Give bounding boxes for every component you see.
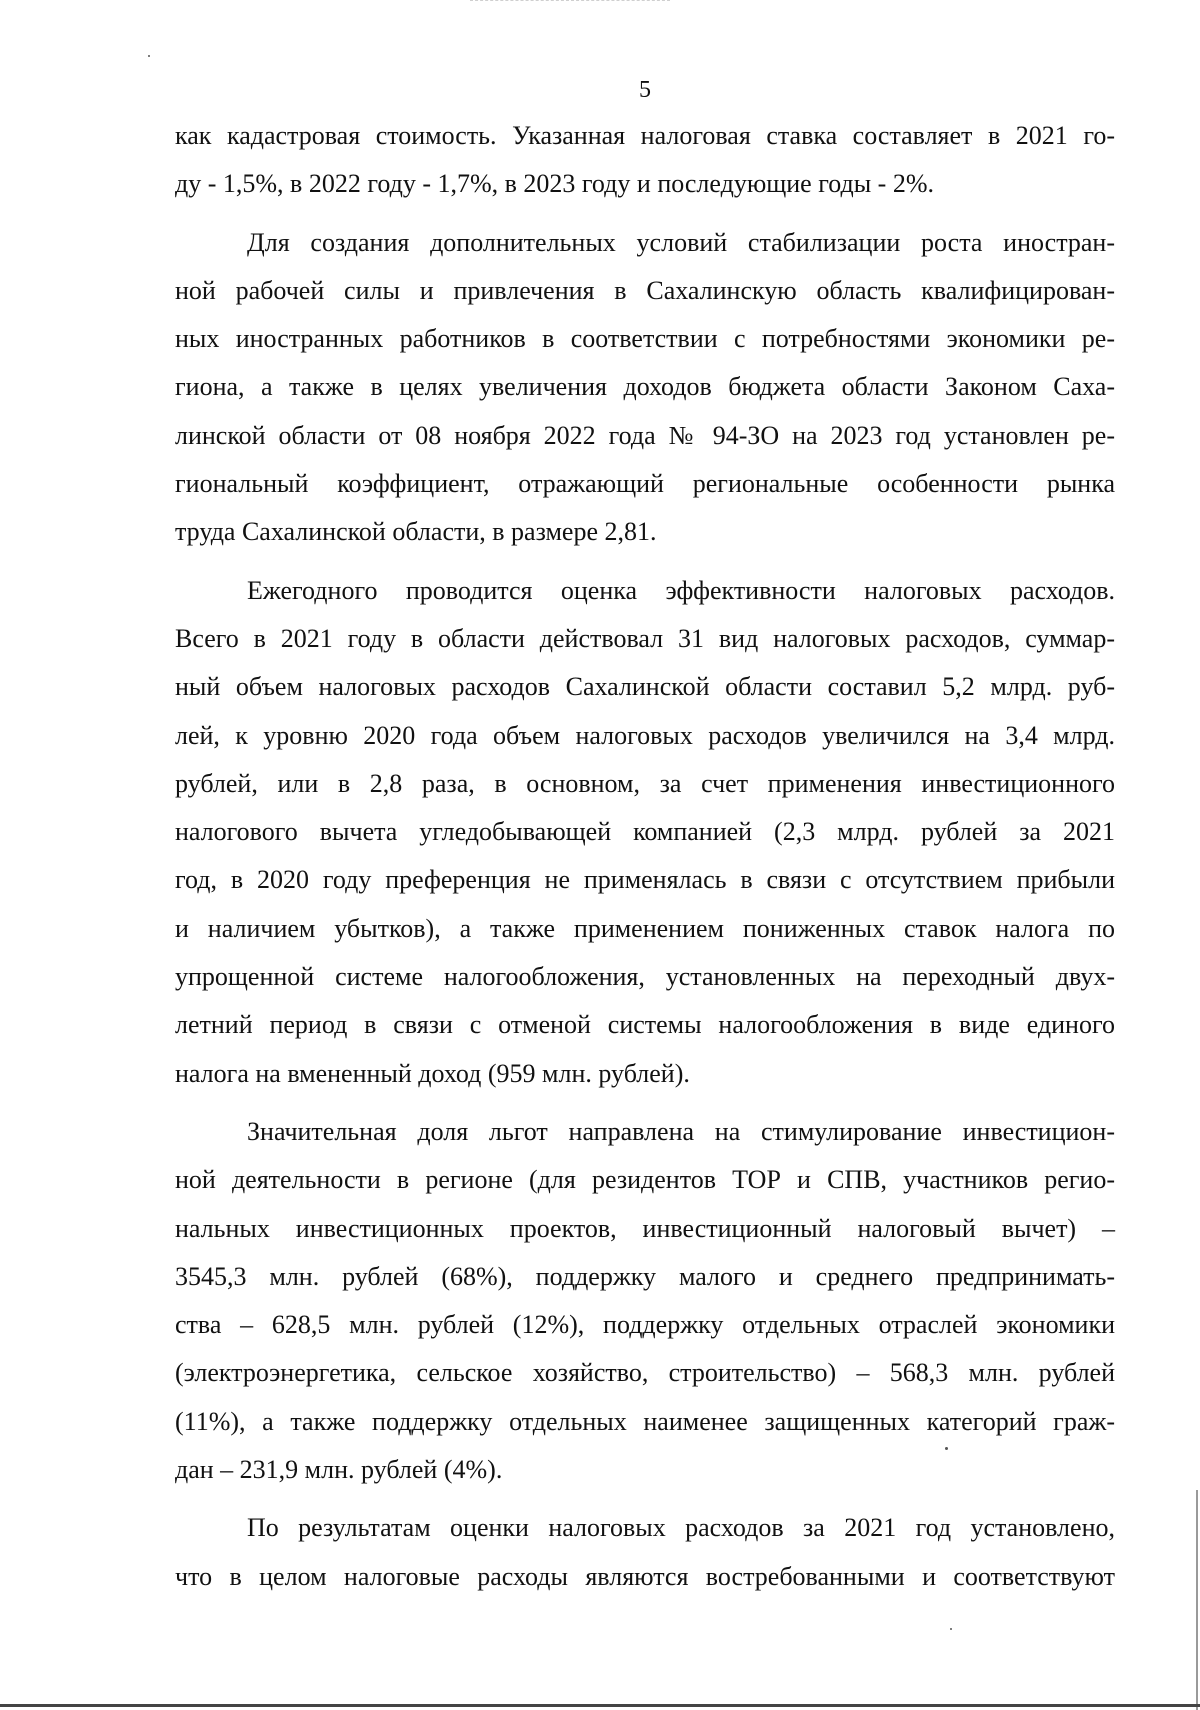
text-line: летний период в связи с отменой системы налогообложения в виде единого — [175, 1010, 1115, 1040]
paragraph-2 — [175, 219, 1115, 557]
text-line: год, в 2020 году преференция не применялась в связи с отсутствием прибыли — [175, 865, 1115, 895]
text-line: 3545,3 млн. рублей (68%), поддержку малого и среднего предпринимать- — [175, 1261, 1115, 1291]
paragraph-3 — [175, 567, 1115, 1098]
text-line: ной рабочей силы и привлечения в Сахалинскую область квалифицирован- — [175, 275, 1115, 305]
scan-artifact-top — [470, 0, 670, 4]
text-line: Значительная доля льгот направлена на стимулирование инвестицион- — [247, 1116, 1115, 1146]
paragraph-1 — [175, 112, 1115, 209]
scan-speck — [148, 55, 150, 57]
text-line: (11%), а также поддержку отдельных наименее защищенных категорий граж- — [175, 1406, 1115, 1436]
text-line: ной деятельности в регионе (для резидентов ТОР и СПВ, участников регио- — [175, 1165, 1115, 1195]
text-line: ду - 1,5%, в 2022 году - 1,7%, в 2023 году и последующие годы - 2%. — [175, 169, 935, 199]
text-line: гиона, а также в целях увеличения доходов бюджета области Законом Саха- — [175, 372, 1115, 402]
text-line: Ежегодного проводится оценка эффективности налоговых расходов. — [247, 575, 1115, 605]
scan-speck — [945, 1447, 948, 1450]
text-line: линской области от 08 ноября 2022 года № 94-ЗО на 2023 год установлен ре- — [175, 420, 1115, 450]
body-text — [175, 112, 1115, 1601]
text-line: ных иностранных работников в соответствии с потребностями экономики ре- — [175, 324, 1115, 354]
paragraph-4 — [175, 1108, 1115, 1494]
text-line: Всего в 2021 году в области действовал 31 вид налоговых расходов, суммар- — [175, 623, 1115, 653]
page-number: 5 — [639, 77, 651, 103]
text-line: дан – 231,9 млн. рублей (4%). — [175, 1455, 503, 1485]
text-line: упрощенной системе налогообложения, установленных на переходный двух- — [175, 962, 1115, 992]
text-line: и наличием убытков), а также применением пониженных ставок налога по — [175, 913, 1115, 943]
text-line: что в целом налоговые расходы являются востребованными и соответствуют — [175, 1561, 1115, 1591]
text-line: налогового вычета угледобывающей компанией (2,3 млрд. рублей за 2021 — [175, 817, 1115, 847]
scan-speck — [950, 1628, 952, 1630]
text-line: По результатам оценки налоговых расходов за 2021 год установлено, — [247, 1513, 1115, 1543]
text-line: (электроэнергетика, сельское хозяйство, строительство) – 568,3 млн. рублей — [175, 1358, 1115, 1388]
text-line: нальных инвестиционных проектов, инвестиционный налоговый вычет) – — [175, 1213, 1115, 1243]
text-line: лей, к уровню 2020 года объем налоговых расходов увеличился на 3,4 млрд. — [175, 720, 1115, 750]
scan-artifact-right — [1196, 1490, 1198, 1710]
text-line: труда Сахалинской области, в размере 2,81. — [175, 517, 657, 547]
text-line: гиональный коэффициент, отражающий региональные особенности рынка — [175, 469, 1115, 499]
text-line: налога на вмененный доход (959 млн. рублей). — [175, 1058, 690, 1088]
text-line: рублей, или в 2,8 раза, в основном, за счет применения инвестиционного — [175, 768, 1115, 798]
text-line: Для создания дополнительных условий стабилизации роста иностран- — [247, 227, 1115, 257]
paragraph-5 — [175, 1504, 1115, 1601]
text-line: как кадастровая стоимость. Указанная налоговая ставка составляет в 2021 го- — [175, 121, 1115, 150]
text-line: ства – 628,5 млн. рублей (12%), поддержку отдельных отраслей экономики — [175, 1310, 1115, 1340]
text-line: ный объем налоговых расходов Сахалинской области составил 5,2 млрд. руб- — [175, 672, 1115, 702]
scan-artifact-bottom — [0, 1704, 1200, 1707]
